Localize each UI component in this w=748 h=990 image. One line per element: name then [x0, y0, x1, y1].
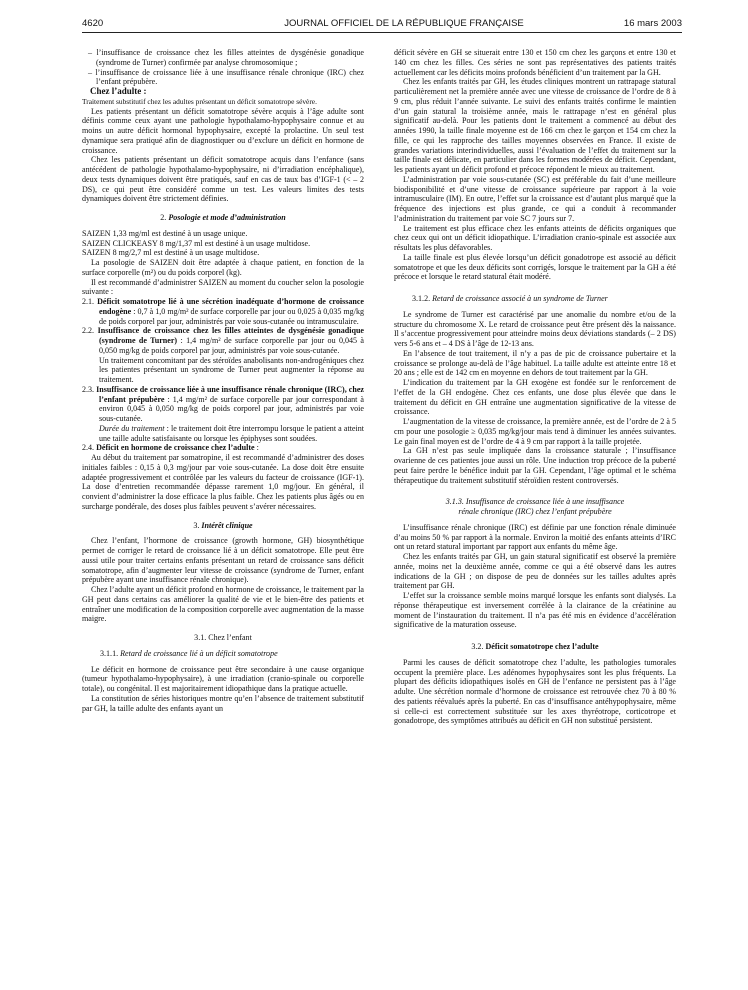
dosage-item — [82, 443, 364, 453]
item-text: : 1,4 mg/m² de surface corporelle par jour ou 0,045 à 0,050 mg/kg de poids corporel par jour, administrés par voie sous-cutanée. — [99, 336, 364, 355]
paragraph: Le déficit en hormone de croissance peut être secondaire à une cause organique (tumeur hypothalamo-hypophysaire), à une irradiation (cranio-spinale ou corporelle totale), ou congénital. Il est majoritairement idiopathique dans la pratique actuelle. — [82, 664, 364, 693]
paragraph: L’effet sur la croissance semble moins marqué lorsque les enfants sont dialysés. La réponse thérapeutique est inversement corrélée à la clairance de la créatinine au moment de l’instauration du traitement. Il n’a pas été mis en évidence d’accélération significative de la maturation osseuse. — [394, 591, 676, 630]
item-number: 2.4. — [82, 443, 95, 453]
paragraph: Chez les patients présentant un déficit somatotrope acquis dans l’enfance (sans antécédent de pathologie hypothalamo-hypophysaire, ni d’irradiation encéphalique), deux tests dynamiques doivent être pratiqués, sauf en cas de taux bas d’IGF-1 (< – 2 DS), ce qui peut être considéré comme un test. Les valeurs limites des tests dynamiques doivent être strictement définies. — [82, 155, 364, 204]
paragraph: Les patients présentant un déficit somatotrope sévère acquis à l’âge adulte sont définis comme ceux ayant une pathologie hypothalamo-hypophysaire connue et au moins un autre déficit hormonal hypophysaire, excepté la prolactine. Un seul test dynamique sera pratiqué afin de diagnostiquer ou d’exclure un déficit en hormone de croissance. — [82, 106, 364, 155]
dosage-item — [82, 385, 364, 424]
section-heading — [82, 213, 364, 223]
paragraph — [82, 424, 364, 444]
subsection-heading — [82, 649, 364, 659]
paragraph: Chez les enfants traités par GH, les études cliniques montrent un rattrapage statural particulièrement net la première année avec une vitesse de croissance de l’ordre de 8 à 9 cm, plus réduit l’année suivante. Le suivi des enfants traités confirme le maintien d’un gain statural la troisième année, mais le rattrapage n’est en général plus significatif au-delà. Pour les patients dont le traitement a commencé au début des années 1990, la taille finale moyenne est de 166 cm chez le garçon et 154 cm chez la fille, ce qui les rapproche des tailles moyennes observées en France. Il existe de grandes variations interindividuelles, aussi l’évaluation de l’effet du traitement sur la taille finale est délicate, en particulier dans les formes modérées de déficit. Cependant, les patients ayant un déficit profond et précoce répondent le mieux au traitement. — [394, 77, 676, 174]
section-number: 3.2. — [471, 642, 484, 651]
paragraph: Le traitement est plus efficace chez les enfants atteints de déficits organiques que chez ceux qui ont un déficit idiopathique. L’irradiation cranio-spinale est associée aux résultats les plus défavorables. — [394, 223, 676, 252]
journal-title: JOURNAL OFFICIEL DE LA RÉPUBLIQUE FRANÇAISE — [284, 18, 524, 29]
paragraph: La posologie de SAIZEN doit être adaptée à chaque patient, en fonction de la surface corporelle (m²) ou du poids corporel (kg). — [82, 258, 364, 277]
paragraph: L’indication du traitement par la GH exogène est fondée sur le renforcement de l’effet de la GH endogène. Chez ces enfants, une dose plus élevée que dans le traitement du déficit en GH entraîne une augmentation significative de la vitesse de croissance. — [394, 378, 676, 417]
paragraph — [82, 239, 364, 249]
paragraph: déficit sévère en GH se situerait entre 130 et 150 cm chez les garçons et entre 130 et 140 cm chez les filles. Ces séries ne sont pas représentatives des patients traités actuellement car les déficits moins profonds bénéficient d’un traitement par la GH. — [394, 48, 676, 77]
paragraph: L’administration par voie sous-cutanée (SC) est préférable du fait d’une meilleure biodisponibilité et d’une vitesse de croissance supérieure par rapport à la voie intramusculaire (IM). En outre, l’effet sur la croissance est d’autant plus marqué que la fréquence des injections est plus grande, ce qui a conduit à recommander l’administration du traitement par voie SC 7 jours sur 7. — [394, 174, 676, 223]
list-item: – l’insuffisance de croissance liée à une insuffisance rénale chronique (IRC) chez l’enfant prépubère. — [88, 67, 364, 87]
left-column — [82, 48, 364, 713]
product-text: 8 mg/1,37 ml est destiné à un usage multidose. — [157, 238, 311, 248]
item-text: : 0,7 à 1,0 mg/m² de surface corporelle par jour ou 0,025 à 0,035 mg/kg de poids corporel par jour, administrés par voie sous-cutanée ou intramusculaire. — [99, 306, 364, 326]
product-name: SAIZEN — [82, 228, 111, 238]
item-text: : 1,4 mg/m² de surface corporelle par jour correspondant à environ 0,045 à 0,050 mg/kg de poids corporel par jour, administrés par voie sous-cutanée. — [99, 394, 364, 423]
item-number: 2.1. — [82, 297, 95, 306]
item-text: : — [254, 443, 259, 453]
section-number: 2. — [160, 213, 167, 222]
subheading: Chez l’adulte : — [90, 86, 147, 96]
paragraph: Au début du traitement par somatropine, il est recommandé d’administrer des doses initiales faibles : 0,15 à 0,3 mg/jour par voie sous-cutanée. La dose doit être ensuite adaptée progressivement et contrôlée par les valeurs du facteur de croissance (IGF-1). La dose d’entretien recommandée dépasse rarement 1,0 mg/jour. En général, il convient d’administrer la dose efficace la plus faible. Chez les patients plus âgés ou en surcharge pondérale, des doses plus faibles peuvent s’avérer nécessaires. — [82, 453, 364, 511]
section-heading — [82, 521, 364, 531]
paragraph: Chez l’adulte ayant un déficit profond en hormone de croissance, le traitement par la GH peut dans certains cas améliorer la qualité de vie et le bien-être des patients et entraîner une modification de la composition corporelle avec augmentation de la masse maigre. — [82, 585, 364, 624]
list-item: – l’insuffisance de croissance chez les filles atteintes de dysgénésie gonadique (syndrome de Turner) confirmée par analyse chromosomique ; — [88, 48, 364, 67]
paragraph: Parmi les causes de déficit somatotrope chez l’adulte, les pathologies tumorales occupent la première place. Les adénomes hypophysaires sont les plus fréquents. La plupart des déficits idiopathiques isolés en GH de l’enfance ne persistent pas à l’âge adulte. Une sécrétion normale d’hormone de croissance est retrouvée chez 70 à 80 % des patients réévalués après la puberté. En cas d’insuffisance antéhypophysaire, même si celle-ci est correctement substituée sur les axes thyréotrope, corticotrope et gonadotrope, des symptômes attribués au déficit en GH non substitué persistent. — [394, 657, 676, 726]
paragraph: La taille finale est plus élevée lorsqu’un déficit gonadotrope est associé au déficit somatotrope et que les deux déficits sont corrigés, lorsque le traitement par la GH a été précoce et lorsque le retard statural était modéré. — [394, 252, 676, 282]
paragraph — [82, 229, 364, 239]
paragraph: Un traitement concomitant par des stéroïdes anabolisants non-androgéniques chez les patientes présentant un syndrome de Turner peut augmenter la réponse au traitement. — [99, 355, 364, 384]
section-heading: 3.1. Chez l’enfant — [194, 633, 252, 642]
item-title: Déficit somatotrope lié à une sécrétion inadéquate d’hormone de croissance endogène — [97, 297, 364, 316]
item-title: Insuffisance de croissance chez les filles atteintes de dysgénésie gonadique (syndrome de Turner) — [97, 326, 365, 345]
duration-text: : le traitement doit être interrompu lorsque le patient a atteint une taille adulte satisfaisante ou lorsque les épiphyses sont soudées. — [99, 423, 364, 443]
subsection-heading: 3.1.3. Insuffisance de croissance liée à une insuffisance — [445, 497, 625, 507]
paragraph: Traitement substitutif chez les adultes présentant un déficit somatotrope sévère. — [82, 96, 317, 106]
section-number: 3.1.1. — [100, 648, 119, 658]
item-number: 2.2. — [82, 326, 95, 336]
section-heading — [394, 642, 676, 652]
section-title: Posologie et mode d’administration — [168, 213, 286, 222]
paragraph: L’insuffisance rénale chronique (IRC) est définie par une fonction rénale diminuée d’au moins 50 % par rapport à la normale. Environ la moitié des enfants atteints d’IRC ont un retard statural important par rapport aux enfants du même âge. — [394, 522, 676, 552]
header-rule — [82, 32, 682, 33]
right-column — [394, 48, 676, 726]
item-title: Déficit en hormone de croissance chez l’adulte — [96, 443, 255, 453]
paragraph: Chez l’enfant, l’hormone de croissance (growth hormone, GH) biosynthétique permet de corriger le retard de croissance lié à un déficit somatotrope. Elle peut être aussi utile pour traiter certains enfants présentant un retard de croissance sans déficit somatotrope, afin d’augmenter leur vitesse de croissance (syndrome de Turner, enfant prépubère ayant une insuffisance rénale chronique). — [82, 536, 364, 585]
section-number: 3. — [193, 520, 200, 530]
paragraph: En l’absence de tout traitement, il n’y a pas de pic de croissance pubertaire et la croissance se prolonge au-delà de l’âge habituel. La taille adulte est atteinte entre 18 et 20 ans ; elle est de 142 cm en moyenne en dehors de tout traitement par la GH. — [394, 348, 676, 378]
paragraph: Le syndrome de Turner est caractérisé par une anomalie du nombre et/ou de la structure du chromosome X. Le retard de croissance peut être présent dès la naissance. Il s’accentue progressivement pour atteindre moins deux déviations standards (– 2 DS) vers 5-6 ans et – 4 DS à l’âge de 12-13 ans. — [394, 309, 676, 348]
paragraph — [82, 248, 364, 258]
paragraph: La GH n’est pas seule impliquée dans la croissance staturale ; l’insuffisance ovarienne de ces patientes joue aussi un rôle. Une induction trop précoce de la puberté peut faire perdre le bénéfice induit par la GH. Cependant, l’âge optimal et le schéma thérapeutique du traitement substitutif stéroïdien restent controversés. — [394, 446, 676, 485]
section-title: Déficit somatotrope chez l’adulte — [485, 642, 599, 651]
section-title: Retard de croissance associé à un syndrome de Turner — [432, 294, 608, 303]
section-number: 3.1.2. — [412, 294, 431, 303]
product-text: 8 mg/2,7 ml est destiné à un usage multidose. — [110, 248, 260, 258]
dosage-item — [82, 297, 364, 326]
product-text: 1,33 mg/ml est destiné à un usage unique. — [110, 228, 248, 238]
product-name: SAIZEN CLICKEASY — [82, 238, 158, 248]
product-name: SAIZEN — [82, 248, 111, 258]
paragraph: Il est recommandé d’administrer SAIZEN au moment du coucher selon la posologie suivante : — [82, 277, 364, 297]
paragraph: L’augmentation de la vitesse de croissance, la première année, est de l’ordre de 2 à 5 cm pour une posologie ≥ 0,035 mg/kg/jour mais tend à diminuer les années suivantes. Le gain final moyen est de l’ordre de 4 à 9 cm par rapport à la taille projetée. — [394, 417, 676, 446]
duration-label: Durée du traitement — [99, 423, 165, 433]
paragraph: Chez les enfants traités par GH, un gain statural significatif est observé la première année, moins net la deuxième année, comme ce qui a été observé dans les autres indications de la GH ; on dispose de peu de données sur les tailles adultes après traitement par GH. — [394, 552, 676, 591]
subsection-heading — [394, 294, 676, 304]
item-number: 2.3. — [82, 384, 95, 394]
item-title: Insuffisance de croissance liée à une insuffisance rénale chronique (IRC), chez l’enfant prépubère — [96, 384, 365, 404]
section-title: Retard de croissance lié à un déficit somatotrope — [120, 648, 278, 658]
paragraph: La constitution de séries historiques montre qu’en l’absence de traitement substitutif par GH, la taille adulte des enfants ayant un — [82, 693, 364, 713]
dosage-item — [82, 326, 364, 355]
section-title: Intérêt clinique — [201, 520, 253, 530]
subsection-heading-cont: rénale chronique (IRC) chez l’enfant prépubère — [458, 507, 612, 516]
issue-date: 16 mars 2003 — [623, 18, 682, 29]
page-number: 4620 — [82, 18, 104, 29]
